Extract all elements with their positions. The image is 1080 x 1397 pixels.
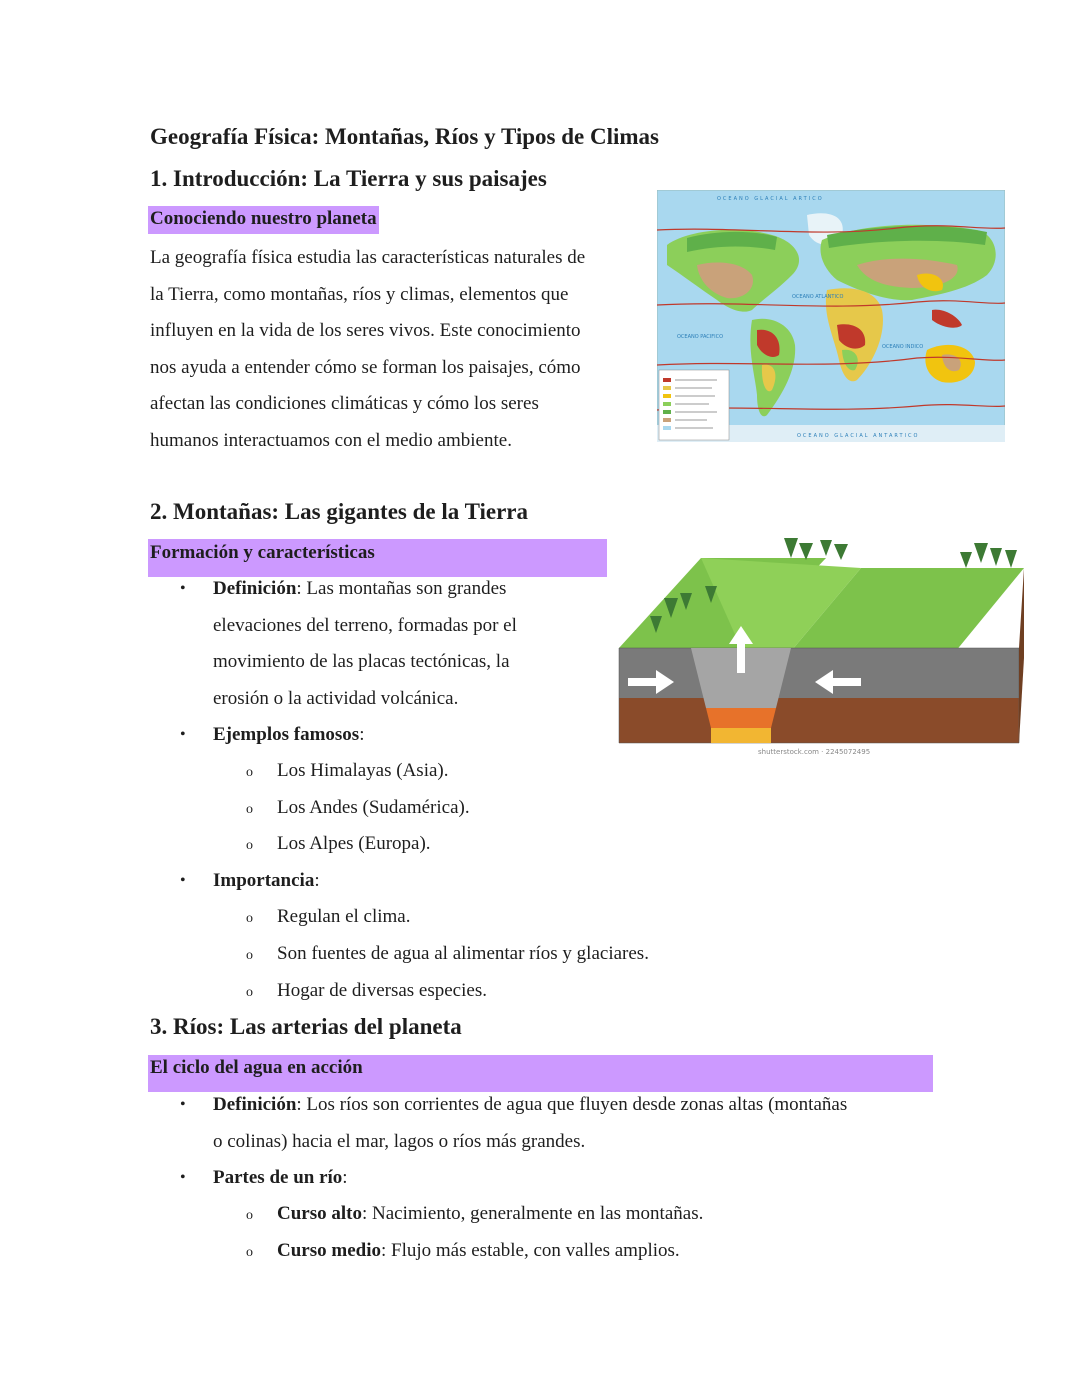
circle-bullet-icon: o <box>246 985 253 1000</box>
part-text: : Nacimiento, generalmente en las montañas. <box>361 1203 704 1224</box>
river-parts-heading <box>213 1160 348 1197</box>
part-text: : Flujo más estable, con valles amplios. <box>380 1240 680 1261</box>
section-3-subheading: El ciclo del agua en acción <box>148 1055 933 1092</box>
section-1-heading: 1. Introducción: La Tierra y sus paisajes <box>150 166 547 191</box>
paragraph-line: nos ayuda a entender cómo se forman los paisajes, cómo <box>150 356 581 378</box>
section-2-subheading: Formación y características <box>148 539 607 577</box>
parts-label: Partes de un río <box>213 1167 343 1188</box>
river-definition <box>213 1087 933 1160</box>
colon: : <box>342 1167 348 1188</box>
section-1-paragraph <box>150 240 640 459</box>
page-title: Geografía Física: Montañas, Ríos y Tipos de Climas <box>150 124 659 149</box>
circle-bullet-icon: o <box>246 765 253 780</box>
example-item: Los Himalayas (Asia). <box>277 760 449 781</box>
importance-heading <box>213 863 320 900</box>
circle-bullet-icon: o <box>246 838 253 853</box>
circle-bullet-icon: o <box>246 802 253 817</box>
definition-label: Definición <box>213 1094 297 1115</box>
map-label-pacific: OCEANO PACIFICO <box>677 334 724 340</box>
image-credit: shutterstock.com · 2245072495 <box>758 748 871 756</box>
example-item: Los Alpes (Europa). <box>277 833 431 854</box>
circle-bullet-icon: o <box>246 1245 253 1260</box>
bullet-icon: • <box>180 580 186 597</box>
map-label-atlantic: OCEANO ATLANTICO <box>792 294 844 300</box>
river-part-item <box>277 1196 703 1233</box>
bullet-icon: • <box>180 726 186 743</box>
section-3-heading: 3. Ríos: Las arterias del planeta <box>150 1014 462 1039</box>
definition-text: o colinas) hacia el mar, lagos o ríos más grandes. <box>213 1130 586 1152</box>
definition-text: movimiento de las placas tectónicas, la <box>213 651 510 672</box>
tectonic-plates-image <box>616 538 1026 760</box>
paragraph-line: influyen en la vida de los seres vivos. Este conocimiento <box>150 320 581 341</box>
importance-item: Hogar de diversas especies. <box>277 980 487 1001</box>
circle-bullet-icon: o <box>246 948 253 963</box>
colon: : <box>359 724 365 745</box>
importance-item: Regulan el clima. <box>277 906 411 927</box>
paragraph-line: afectan las condiciones climáticas y cómo los seres <box>150 393 539 414</box>
paragraph-line: la Tierra, como montañas, ríos y climas, elementos que <box>150 283 569 305</box>
map-label-antarctic: OCEANO GLACIAL ANTARTICO <box>797 433 920 439</box>
paragraph-line: humanos interactuamos con el medio ambiente. <box>150 429 512 451</box>
definition-text: : Los ríos son corrientes de agua que fluyen desde zonas altas (montañas <box>296 1094 848 1115</box>
importance-label: Importancia <box>213 870 315 891</box>
definition-text: elevaciones del terreno, formadas por el <box>213 614 517 636</box>
section-1-subheading: Conociendo nuestro planeta <box>148 206 379 234</box>
map-label-arctic: OCEANO GLACIAL ARTICO <box>717 196 824 202</box>
mountain-definition <box>213 571 613 717</box>
example-item: Los Andes (Sudamérica). <box>277 797 470 818</box>
definition-text: : Las montañas son grandes <box>296 578 507 599</box>
bullet-icon: • <box>180 1096 186 1113</box>
section-2-heading: 2. Montañas: Las gigantes de la Tierra <box>150 499 529 524</box>
definition-label: Definición <box>213 578 297 599</box>
circle-bullet-icon: o <box>246 911 253 926</box>
climate-world-map-image <box>657 190 1005 442</box>
paragraph-line: La geografía física estudia las características naturales de <box>150 247 586 268</box>
part-label: Curso alto <box>277 1203 362 1224</box>
map-label-indian: OCEANO INDICO <box>882 344 924 350</box>
river-part-item <box>277 1233 680 1270</box>
examples-label: Ejemplos famosos <box>213 724 360 745</box>
colon: : <box>314 870 320 891</box>
definition-text: erosión o la actividad volcánica. <box>213 687 459 709</box>
importance-item: Son fuentes de agua al alimentar ríos y glaciares. <box>277 943 649 964</box>
part-label: Curso medio <box>277 1240 381 1261</box>
bullet-icon: • <box>180 872 186 889</box>
circle-bullet-icon: o <box>246 1208 253 1223</box>
examples-heading <box>213 717 364 754</box>
bullet-icon: • <box>180 1169 186 1186</box>
